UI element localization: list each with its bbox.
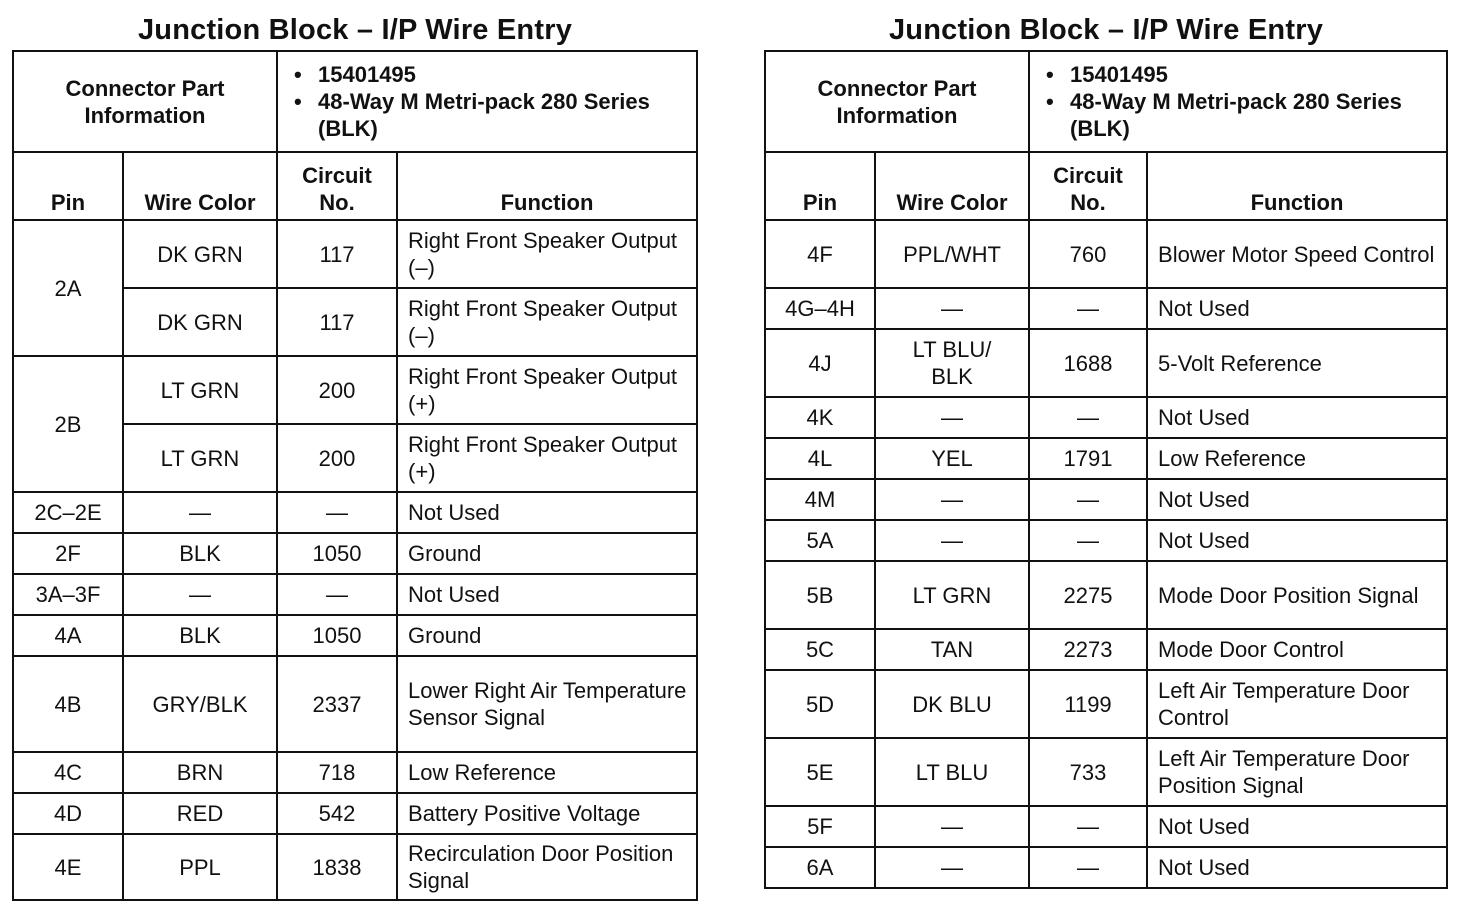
function-cell: Right Front Speaker Output (–) <box>397 220 697 288</box>
circuit-cell: 2275 <box>1029 561 1147 629</box>
circuit-cell: 200 <box>277 356 397 424</box>
function-cell: Battery Positive Voltage <box>397 793 697 834</box>
table-row <box>13 752 697 793</box>
circuit-cell: 2273 <box>1029 629 1147 670</box>
function-cell: Left Air Temperature Door Control <box>1147 670 1447 738</box>
pin-cell: 4D <box>13 793 123 834</box>
function-cell: Ground <box>397 615 697 656</box>
connector-info: • 15401495 • 48-Way M Metri-pack 280 Series (BLK) <box>277 51 697 152</box>
function-cell: Recirculation Door Position Signal <box>397 834 697 900</box>
table-row <box>13 356 697 424</box>
pin-cell: 4J <box>765 329 875 397</box>
table-row <box>13 834 697 900</box>
function-cell: Not Used <box>1147 397 1447 438</box>
circuit-cell: 718 <box>277 752 397 793</box>
color-cell: PPL <box>123 834 277 900</box>
function-cell: Not Used <box>397 492 697 533</box>
color-cell: — <box>875 806 1029 847</box>
function-cell: Not Used <box>1147 847 1447 888</box>
color-cell: LT GRN <box>875 561 1029 629</box>
pin-cell: 4M <box>765 479 875 520</box>
connector-type: 48-Way M Metri-pack 280 Series (BLK) <box>318 89 650 141</box>
table-row <box>13 492 697 533</box>
table-row <box>13 656 697 752</box>
pin-cell: 4L <box>765 438 875 479</box>
pinout-table <box>764 50 1448 889</box>
table-row <box>765 438 1447 479</box>
color-cell: BLK <box>123 533 277 574</box>
function-cell: Left Air Temperature Door Position Signal <box>1147 738 1447 806</box>
pin-cell: 4B <box>13 656 123 752</box>
function-cell: Not Used <box>1147 520 1447 561</box>
table-row <box>765 670 1447 738</box>
table-row <box>13 220 697 288</box>
circuit-cell: 733 <box>1029 738 1147 806</box>
header-wire-color: Wire Color <box>875 152 1029 220</box>
color-cell: — <box>875 479 1029 520</box>
table-row <box>765 479 1447 520</box>
circuit-cell: 117 <box>277 288 397 356</box>
table-title: Junction Block – I/P Wire Entry <box>888 14 1324 46</box>
pin-cell: 4A <box>13 615 123 656</box>
circuit-cell: 1791 <box>1029 438 1147 479</box>
function-cell: Not Used <box>1147 479 1447 520</box>
connector-type: 48-Way M Metri-pack 280 Series (BLK) <box>1070 89 1402 141</box>
circuit-cell: 2337 <box>277 656 397 752</box>
circuit-cell: 1199 <box>1029 670 1147 738</box>
table-row <box>13 793 697 834</box>
circuit-cell: 760 <box>1029 220 1147 288</box>
function-cell: 5-Volt Reference <box>1147 329 1447 397</box>
pin-cell: 4F <box>765 220 875 288</box>
right-panel <box>764 10 1448 889</box>
table-row <box>765 561 1447 629</box>
function-cell: Not Used <box>1147 806 1447 847</box>
color-cell: LT GRN <box>123 424 277 492</box>
color-cell: — <box>875 520 1029 561</box>
function-cell: Low Reference <box>397 752 697 793</box>
part-number: 15401495 <box>318 62 416 87</box>
table-row <box>13 533 697 574</box>
function-cell: Right Front Speaker Output (+) <box>397 424 697 492</box>
circuit-cell: — <box>1029 288 1147 329</box>
circuit-cell: — <box>1029 847 1147 888</box>
color-cell: YEL <box>875 438 1029 479</box>
color-cell: DK BLU <box>875 670 1029 738</box>
color-cell: BRN <box>123 752 277 793</box>
function-cell: Ground <box>397 533 697 574</box>
pin-cell: 3A–3F <box>13 574 123 615</box>
circuit-cell: 1050 <box>277 615 397 656</box>
pin-cell: 4C <box>13 752 123 793</box>
table-row <box>765 329 1447 397</box>
color-cell: RED <box>123 793 277 834</box>
color-cell: LT BLU <box>875 738 1029 806</box>
function-cell: Mode Door Position Signal <box>1147 561 1447 629</box>
header-circuit: Circuit No. <box>277 152 397 220</box>
pinout-table <box>12 50 698 901</box>
table-row <box>765 738 1447 806</box>
color-cell: LT BLU/ BLK <box>875 329 1029 397</box>
header-pin: Pin <box>13 152 123 220</box>
pin-cell: 4E <box>13 834 123 900</box>
table-row <box>13 574 697 615</box>
pin-cell: 6A <box>765 847 875 888</box>
color-cell: BLK <box>123 615 277 656</box>
circuit-cell: 117 <box>277 220 397 288</box>
table-row <box>765 847 1447 888</box>
table-title: Junction Block – I/P Wire Entry <box>137 14 573 46</box>
color-cell: LT GRN <box>123 356 277 424</box>
pin-cell: 5C <box>765 629 875 670</box>
function-cell: Blower Motor Speed Control <box>1147 220 1447 288</box>
color-cell: DK GRN <box>123 220 277 288</box>
circuit-cell: 542 <box>277 793 397 834</box>
color-cell: — <box>123 492 277 533</box>
color-cell: — <box>875 847 1029 888</box>
header-wire-color: Wire Color <box>123 152 277 220</box>
function-cell: Not Used <box>1147 288 1447 329</box>
circuit-cell: — <box>1029 520 1147 561</box>
pin-cell: 4K <box>765 397 875 438</box>
circuit-cell: 1050 <box>277 533 397 574</box>
circuit-cell: — <box>1029 479 1147 520</box>
pin-cell: 5D <box>765 670 875 738</box>
color-cell: — <box>875 288 1029 329</box>
function-cell: Lower Right Air Temperature Sensor Signal <box>397 656 697 752</box>
pin-cell: 2C–2E <box>13 492 123 533</box>
color-cell: — <box>123 574 277 615</box>
function-cell: Right Front Speaker Output (–) <box>397 288 697 356</box>
table-row <box>765 629 1447 670</box>
color-cell: GRY/BLK <box>123 656 277 752</box>
color-cell: PPL/WHT <box>875 220 1029 288</box>
connector-label: Connector Part Information <box>13 51 277 152</box>
function-cell: Not Used <box>397 574 697 615</box>
circuit-cell: — <box>277 574 397 615</box>
pin-cell: 5A <box>765 520 875 561</box>
table-row <box>765 520 1447 561</box>
pin-cell: 5F <box>765 806 875 847</box>
connector-info: • 15401495 • 48-Way M Metri-pack 280 Series (BLK) <box>1029 51 1447 152</box>
table-row <box>765 397 1447 438</box>
pin-cell: 4G–4H <box>765 288 875 329</box>
circuit-cell: — <box>277 492 397 533</box>
part-number: 15401495 <box>1070 62 1168 87</box>
connector-label: Connector Part Information <box>765 51 1029 152</box>
circuit-cell: — <box>1029 806 1147 847</box>
left-panel <box>12 10 698 901</box>
color-cell: — <box>875 397 1029 438</box>
circuit-cell: 1838 <box>277 834 397 900</box>
function-cell: Mode Door Control <box>1147 629 1447 670</box>
color-cell: TAN <box>875 629 1029 670</box>
color-cell: DK GRN <box>123 288 277 356</box>
table-row <box>765 806 1447 847</box>
header-circuit: Circuit No. <box>1029 152 1147 220</box>
circuit-cell: — <box>1029 397 1147 438</box>
pin-cell: 5B <box>765 561 875 629</box>
table-row <box>765 288 1447 329</box>
circuit-cell: 200 <box>277 424 397 492</box>
table-row <box>765 220 1447 288</box>
circuit-cell: 1688 <box>1029 329 1147 397</box>
pin-cell: 2F <box>13 533 123 574</box>
header-function: Function <box>1147 152 1447 220</box>
table-row <box>13 615 697 656</box>
pin-cell: 2B <box>13 356 123 492</box>
header-pin: Pin <box>765 152 875 220</box>
function-cell: Low Reference <box>1147 438 1447 479</box>
header-function: Function <box>397 152 697 220</box>
pin-cell: 2A <box>13 220 123 356</box>
pin-cell: 5E <box>765 738 875 806</box>
function-cell: Right Front Speaker Output (+) <box>397 356 697 424</box>
